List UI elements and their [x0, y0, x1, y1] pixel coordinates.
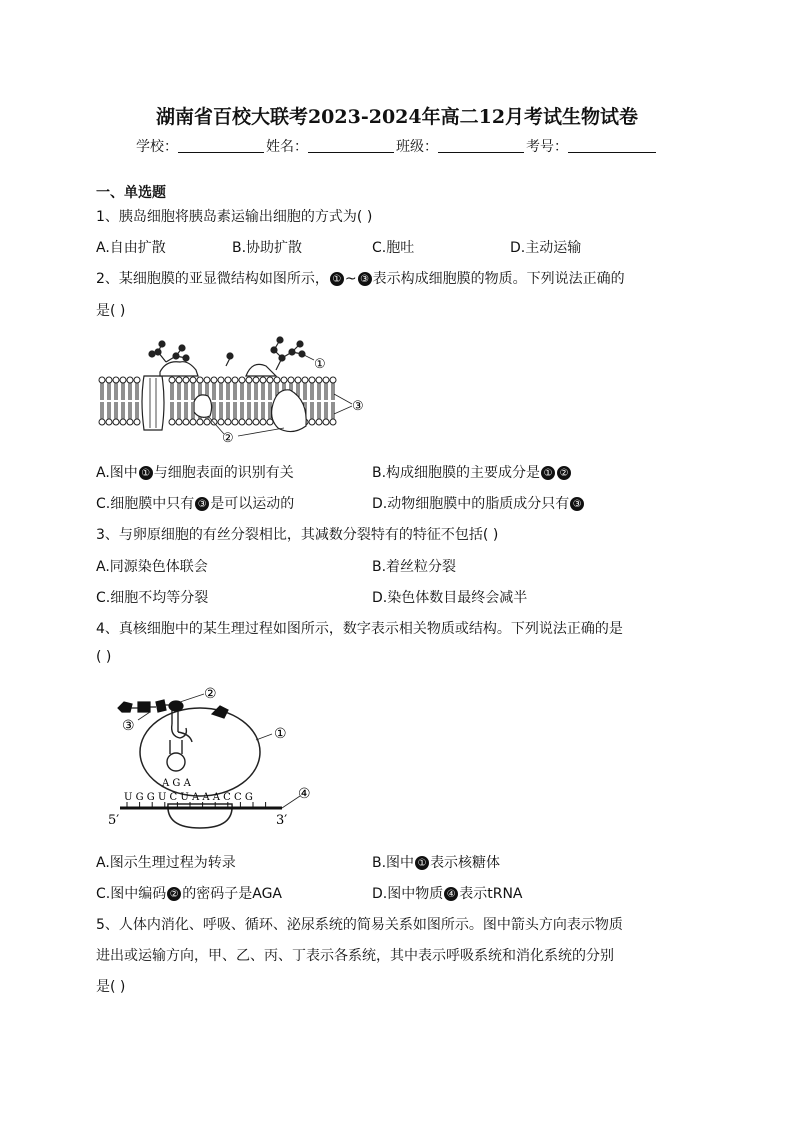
membrane-protein-arch [246, 364, 276, 376]
q2-b-marker-1: ① [541, 466, 555, 480]
q2-b-marker-2: ② [557, 466, 571, 480]
q2-option-c [96, 493, 294, 513]
cell-membrane-figure [96, 330, 386, 450]
q4-b-marker-1: ① [415, 856, 429, 870]
class-label: 班级： [396, 139, 438, 155]
membrane-label-1: ① [314, 357, 326, 372]
q2-c-text-post: 是可以运动的 [210, 496, 295, 512]
q2-stem-range: ~ [344, 271, 357, 287]
q2-option-a [96, 462, 294, 482]
q2-stem-line2: 是( ) [96, 303, 126, 319]
membrane-protein-top [160, 362, 198, 376]
q2-d-text-pre: D.动物细胞膜中的脂质成分只有 [372, 496, 570, 512]
q3-stem: 3、与卵原细胞的有丝分裂相比，其减数分裂特有的特征不包括( ) [96, 527, 499, 543]
q4-c-text-pre: C.图中编码 [96, 886, 167, 902]
anticodon-text: A G A [162, 778, 191, 789]
membrane-label-2: ② [222, 431, 234, 446]
q2-stem-text-a: 2、某细胞膜的亚显微结构如图所示， [96, 271, 329, 287]
translation-label-2: ② [204, 686, 217, 702]
q2-stem-line1 [96, 268, 625, 288]
q4-option-c [96, 883, 282, 903]
q4-option-d [372, 883, 523, 903]
id-blank[interactable] [568, 138, 656, 153]
page-title: 湖南省百校大联考2023-2024年高二12月考试生物试卷 [155, 106, 639, 128]
q2-stem-marker-3: ③ [358, 272, 372, 286]
q3-option-c: C.细胞不均等分裂 [96, 590, 209, 606]
q2-a-text-pre: A.图中 [96, 465, 138, 481]
name-label: 姓名： [266, 139, 308, 155]
q2-b-text-pre: B.构成细胞膜的主要成分是 [372, 465, 541, 481]
q1-option-a: A.自由扩散 [96, 240, 166, 256]
q2-option-d [372, 493, 585, 513]
school-label: 学校： [136, 139, 178, 155]
q4-b-text-post: 表示核糖体 [430, 855, 501, 871]
q3-option-a: A.同源染色体联会 [96, 559, 208, 575]
q5-stem-line2: 进出或运输方向，甲、乙、丙、丁表示各系统，其中表示呼吸系统和消化系统的分别 [96, 948, 614, 964]
q2-a-text-post: 与细胞表面的识别有关 [153, 465, 294, 481]
q2-stem-marker-1: ① [330, 272, 344, 286]
q1-option-b: B.协助扩散 [232, 240, 303, 256]
glycoprotein-left [149, 341, 233, 366]
membrane-protein-left [142, 376, 164, 430]
three-prime-end: 3′ [276, 813, 288, 828]
translation-label-3: ③ [122, 718, 135, 734]
glycoprotein-right [271, 337, 314, 370]
q4-d-text-pre: D.图中物质 [372, 886, 444, 902]
q4-d-marker-4: ④ [444, 887, 458, 901]
q4-b-text-pre: B.图中 [372, 855, 415, 871]
ribosome-large-subunit [140, 708, 260, 796]
q2-a-marker-1: ① [139, 466, 153, 480]
translation-label-4: ④ [298, 786, 311, 802]
q5-stem-line3: 是( ) [96, 979, 126, 995]
q2-c-text-pre: C.细胞膜中只有 [96, 496, 195, 512]
school-blank[interactable] [178, 138, 264, 153]
mrna-sequence-text: U G G U C U A A A C C G [124, 792, 253, 803]
student-info-line [0, 136, 794, 156]
membrane-label-3: ③ [352, 399, 364, 414]
q4-option-a: A.图示生理过程为转录 [96, 855, 236, 871]
q1-option-c: C.胞吐 [372, 240, 415, 256]
q2-c-marker-3: ③ [195, 497, 209, 511]
membrane-protein-center [194, 395, 212, 417]
id-label: 考号： [526, 139, 568, 155]
q2-d-marker-3: ③ [570, 497, 584, 511]
q1-stem: 1、胰岛细胞将胰岛素运输出细胞的方式为( ) [96, 209, 373, 225]
q2-stem-text-b: 表示构成细胞膜的物质。下列说法正确的 [372, 271, 625, 287]
five-prime-end: 5′ [108, 813, 120, 828]
q5-stem-line1: 5、人体内消化、呼吸、循环、泌尿系统的简易关系如图所示。图中箭头方向表示物质 [96, 917, 623, 933]
q4-c-text-post: 的密码子是AGA [182, 886, 282, 902]
membrane-protein-right [272, 390, 307, 432]
translation-label-1: ① [274, 726, 287, 742]
q4-c-marker-2: ② [167, 887, 181, 901]
class-blank[interactable] [438, 138, 524, 153]
q4-d-text-post: 表示tRNA [459, 886, 523, 902]
q3-option-d: D.染色体数目最终会减半 [372, 590, 528, 606]
name-blank[interactable] [308, 138, 394, 153]
section-heading: 一、单选题 [96, 185, 166, 201]
q1-option-d: D.主动运输 [510, 240, 582, 256]
translation-figure [100, 680, 330, 830]
q2-option-b [372, 462, 572, 482]
q4-option-b [372, 852, 500, 872]
q4-stem-line2: ( ) [96, 649, 112, 665]
q3-option-b: B.着丝粒分裂 [372, 559, 457, 575]
q4-stem-line1: 4、真核细胞中的某生理过程如图所示，数字表示相关物质或结构。下列说法正确的是 [96, 621, 623, 637]
